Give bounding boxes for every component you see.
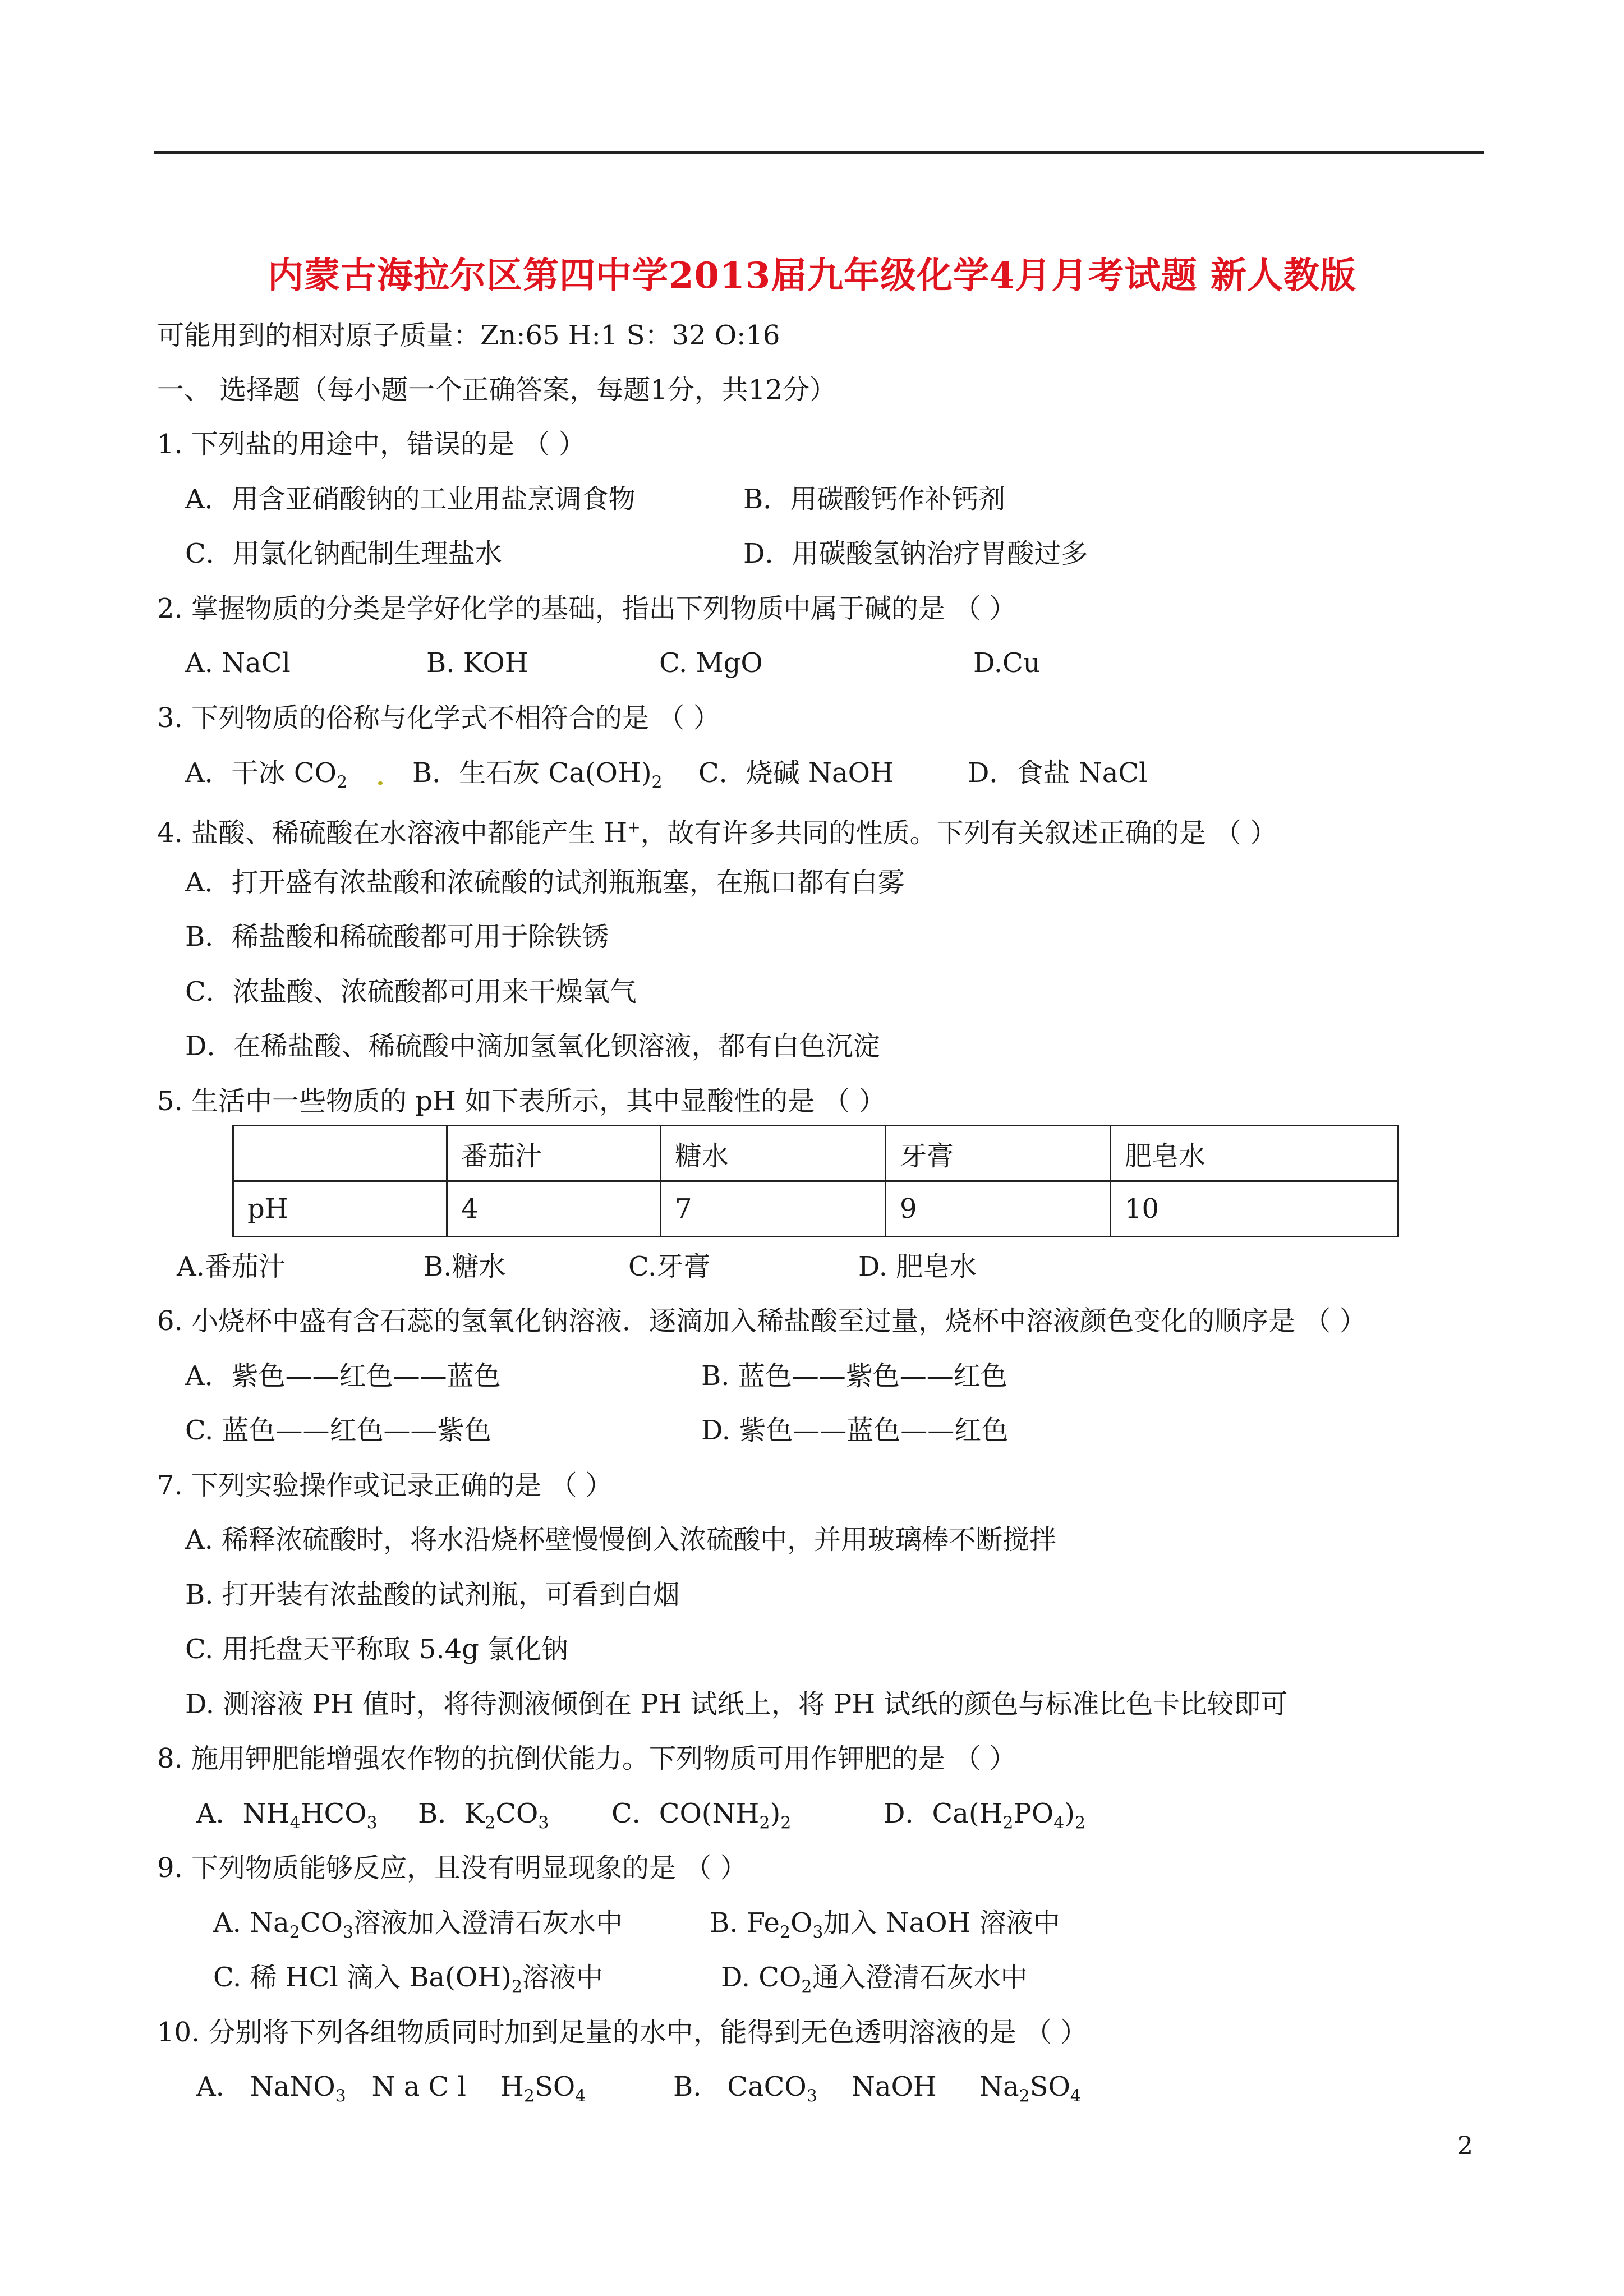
question-1-stem: 1. 下列盐的用途中，错误的是 （ ） <box>157 429 586 460</box>
q8-option-c: C．$CO(NH_2)_2$ <box>611 1798 792 1833</box>
question-7-stem: 7. 下列实验操作或记录正确的是 （ ） <box>157 1470 613 1501</box>
question-10-stem: 10. 分别将下列各组物质同时加到足量的水中，能得到无色透明溶液的是 （ ） <box>157 2017 1088 2048</box>
table-cell: pH <box>233 1181 447 1237</box>
table-cell: 番茄汁 <box>447 1126 661 1181</box>
q1-option-d: D．用碳酸氢钠治疗胃酸过多 <box>743 538 1088 569</box>
q4-option-c: C．浓盐酸、浓硫酸都可用来干燥氧气 <box>185 976 637 1007</box>
scan-speck <box>378 781 383 785</box>
q7-option-b: B. 打开装有浓盐酸的试剂瓶，可看到白烟 <box>185 1579 680 1611</box>
q7-option-a: A. 稀释浓硫酸时，将水沿烧杯壁慢慢倒入浓硫酸中，并用玻璃棒不断搅拌 <box>185 1524 1057 1556</box>
page-number: 2 <box>1457 2132 1473 2160</box>
question-8-stem: 8. 施用钾肥能增强农作物的抗倒伏能力。下列物质可用作钾肥的是 （ ） <box>157 1743 1016 1774</box>
q9-option-b: B. $Fe_2O_3$加入 NaOH 溶液中 <box>710 1907 1060 1943</box>
q2-option-c: C. MgO <box>659 647 763 679</box>
q2-option-b: B. KOH <box>426 647 528 679</box>
table-cell: 4 <box>447 1181 661 1237</box>
q10-option-a: A. NaNO$_3$ N a C l $H_2SO_4$ <box>196 2071 586 2106</box>
table-cell: 糖水 <box>661 1126 886 1181</box>
q1-option-c: C．用氯化钠配制生理盐水 <box>185 538 502 569</box>
q8-option-d: D．$Ca(H_2PO_4)_2$ <box>884 1798 1086 1833</box>
table-cell <box>233 1126 447 1181</box>
q9-option-c: C. 稀 HCl 滴入 $Ba(OH)_2$溶液中 <box>213 1962 603 1997</box>
question-3-stem: 3. 下列物质的俗称与化学式不相符合的是 （ ） <box>157 702 720 734</box>
question-2-stem: 2. 掌握物质的分类是学好化学的基础，指出下列物质中属于碱的是 （ ） <box>157 593 1016 624</box>
q4-option-b: B．稀盐酸和稀硫酸都可用于除铁锈 <box>185 921 609 953</box>
q3-option-d: D．食盐 NaCl <box>968 757 1148 789</box>
atomic-mass-note: 可能用到的相对原子质量：Zn:65 H:1 S：32 O:16 <box>157 320 780 351</box>
q6-option-c: C. 蓝色——红色——紫色 <box>185 1415 491 1446</box>
question-6-stem: 6. 小烧杯中盛有含石蕊的氢氧化钠溶液．逐滴加入稀盐酸至过量，烧杯中溶液颜色变化的顺序是 （ ） <box>157 1305 1367 1337</box>
table-cell: 肥皂水 <box>1111 1126 1398 1181</box>
question-5-stem: 5. 生活中一些物质的 pH 如下表所示，其中显酸性的是 （ ） <box>157 1085 886 1117</box>
q8-option-b: B．$K_2CO_3$ <box>418 1798 549 1833</box>
q5-option-a: A.番茄汁 <box>177 1251 286 1282</box>
table-cell: 牙膏 <box>886 1126 1111 1181</box>
q10-option-b: B. CaCO$_3$ NaOH $Na_2SO_4$ <box>673 2071 1082 2106</box>
q4-option-a: A．打开盛有浓盐酸和浓硫酸的试剂瓶瓶塞，在瓶口都有白雾 <box>185 867 905 898</box>
q1-option-a: A．用含亚硝酸钠的工业用盐烹调食物 <box>185 484 636 515</box>
q1-option-b: B．用碳酸钙作补钙剂 <box>743 484 1006 515</box>
q5-option-c: C.牙膏 <box>628 1251 711 1282</box>
table-cell: 7 <box>661 1181 886 1237</box>
q4-option-d: D．在稀盐酸、稀硫酸中滴加氢氧化钡溶液，都有白色沉淀 <box>185 1030 880 1062</box>
table-cell: 9 <box>886 1181 1111 1237</box>
q6-option-b: B. 蓝色——紫色——红色 <box>701 1360 1007 1392</box>
q5-option-b: B.糖水 <box>424 1251 506 1282</box>
q3-option-c: C．烧碱 NaOH <box>698 757 894 789</box>
question-9-stem: 9. 下列物质能够反应，且没有明显现象的是 （ ） <box>157 1852 747 1884</box>
q5-option-d: D. 肥皂水 <box>858 1251 977 1282</box>
q3-option-b: B．生石灰 $Ca(OH)_2$ <box>412 757 663 793</box>
page-title: 内蒙古海拉尔区第四中学2013届九年级化学4月月考试题 新人教版 <box>268 255 1356 297</box>
q9-option-a: A. $Na_2CO_3$溶液加入澄清石灰水中 <box>213 1907 623 1943</box>
q7-option-c: C. 用托盘天平称取 5.4g 氯化钠 <box>185 1634 569 1665</box>
ph-table <box>232 1125 1399 1237</box>
q2-option-d: D.Cu <box>973 647 1041 679</box>
table-row <box>233 1126 1398 1181</box>
header-rule <box>154 151 1484 154</box>
q2-option-a: A. NaCl <box>185 647 291 679</box>
table-cell: 10 <box>1111 1181 1398 1237</box>
q6-option-a: A．紫色——红色——蓝色 <box>185 1360 501 1392</box>
q9-option-d: D. $CO_2$通入澄清石灰水中 <box>721 1962 1028 1997</box>
q7-option-d: D. 测溶液 PH 值时，将待测液倾倒在 PH 试纸上，将 PH 试纸的颜色与标准比色卡比较即可 <box>185 1688 1288 1720</box>
table-row <box>233 1181 1398 1237</box>
q3-option-a: A．干冰 $CO_2$ <box>185 757 348 793</box>
q8-option-a: A．$NH_4HCO_3$ <box>196 1798 378 1833</box>
question-4-stem: 4. 盐酸、稀硫酸在水溶液中都能产生 H+，故有许多共同的性质。下列有关叙述正确的是 （ ） <box>157 817 1277 849</box>
section-heading: 一、 选择题（每小题一个正确答案，每题1分，共12分） <box>157 374 836 406</box>
q6-option-d: D. 紫色——蓝色——红色 <box>701 1415 1009 1446</box>
